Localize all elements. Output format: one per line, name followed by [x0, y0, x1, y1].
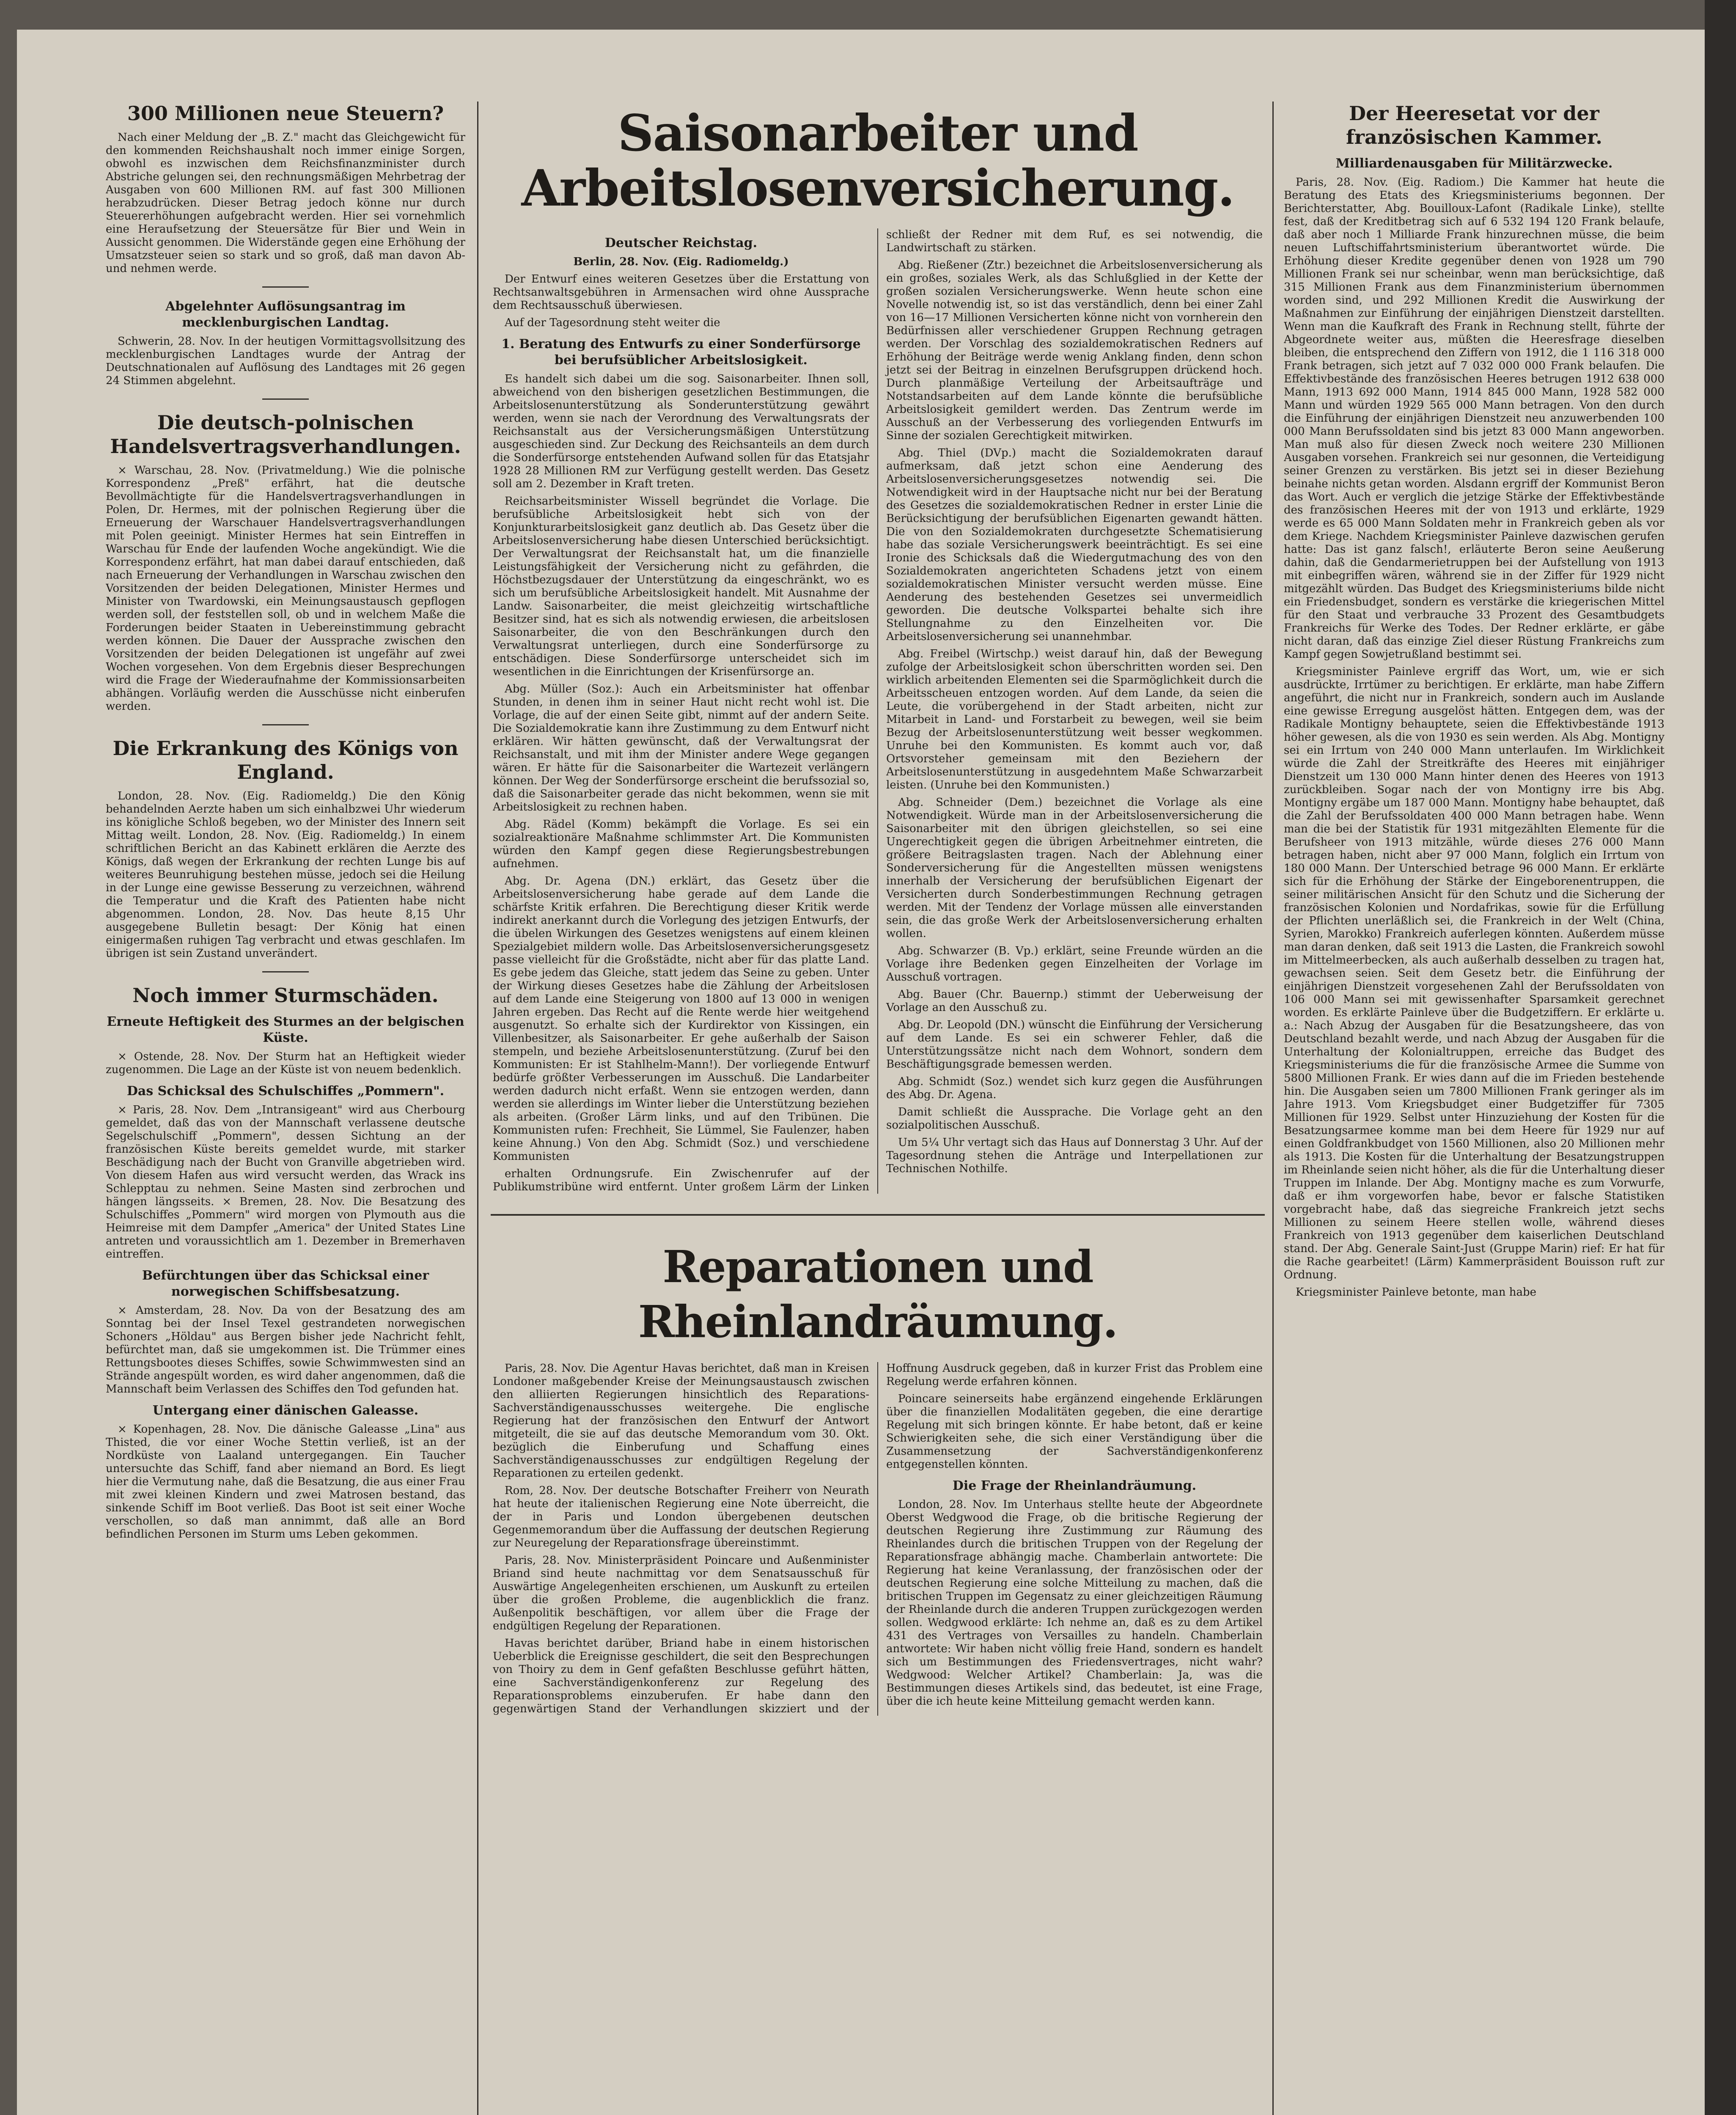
paragraph: Damit schließt die Aussprache. Die Vorlage geht an den sozialpolitischen Ausschuß. — [886, 1106, 1263, 1132]
paragraph: Abg. Dr. Leopold (DN.) wünscht die Einführung der Versicherung auf dem Lande. Es sei ein schwerer Fehler, daß die Unterstützungssätze nicht nach dem Wohnort, sondern dem Beschäftigungsgrade bemessen werden. — [886, 1019, 1263, 1071]
paragraph: Kriegsminister Painleve ergriff das Wort, um, wie er sich ausdrückte, Irrtümer zu berichtigen. Er erklärte, man habe Ziffern angeführt, die nicht nur in Frankreich, sondern auch im Auslande eine gewisse Erregung ausgelöst hätten. Entgegen dem, was der Radikale Montigny behauptete, seien die Effektivbestände 1913 höher gewesen, als die von 1930 es sein werden. Als Abg. Montigny sei ein Irrtum von 240 000 Mann unterlaufen. Im Wirklichkeit würde die Zahl der Streitkräfte des Heeres mit einjähriger Dienstzeit um 130 000 Mann hinter denen des Heeres von 1913 zurückbleiben. Sogar nach der von Montigny irre bis Abg. Montigny ergäbe um 187 000 Mann. Montigny habe behauptet, daß die Zahl der Berufssoldaten 400 000 Mann betragen habe. Wenn man die bei der Statistik für 1931 mitgezählten Elemente für die Berufsheer von 1913 mitzähle, würde dieses 276 000 Mann betragen haben, nicht aber 97 000 Mann, folglich ein Irrtum von 180 000 Mann. Der Unterschied betrage 96 000 Mann. Er erklärte sich für die Erhöhung der Stärke der Eingeborenentruppen, die seiner militärischen Ansicht für den Schutz und die Sicherung der französischen Kolonien und Nordafrikas, sowie für die Erfüllung der Pflichten unerläßlich sei, die Frankreich in der Welt (China, Syrien, Marokko) Frankreich auferlegen könnten. Außerdem müsse man daran denken, daß seit 1913 die Lasten, die Frankreich sowohl im Mittelmeerbecken, als auch außerhalb desselben zu tragen hat, gewachsen seien. Seit dem Gesetz betr. die Einführung der einjährigen Dienstzeit vorgesehenen Zahl der Berufssoldaten von 106 000 Mann sei mit gewissenhafter Sparsamkeit gerechnet worden. Es erklärte Painleve über die Budgetziffern. Er erklärte u. a.: Nach Abzug der Ausgaben für die Besatzungsheere, das von Deutschland bezahlt werde, und nach Abzug der Ausgaben für die Unterhaltung der Kolonialtruppen, erreiche das Budget des Kriegsministeriums die für die französische Armee die Summe von 5800 Millionen Frank. Er wies dann auf die im Frieden bestehende hin. Die Ausgaben seien um 7800 Millionen Frank geringer als im Jahre 1913. Vom Kriegsbudget einer Budgetziffer für 7305 Millionen für 1929. Selbst unter Hinzuziehung der Kosten für die Besatzungsarmee komme man bei dem Heere für 1929 nur auf einen Goldfrankbudget von 1560 Millionen, also 20 Millionen mehr als 1913. Die Kosten für die Unterhaltung der Besatzungstruppen im Rheinlande seien nicht höher, als die für die Unterhaltung dieser Truppen im Inlande. Der Abg. Montigny mache es zum Vorwurfe, daß er ihm vorgeworfen habe, bevor er falsche Statistiken vorgebracht habe, daß das siegreiche Frankreich jetzt sechs Millionen zu seinem Heere stellen wolle, während dieses Frankreich von 1913 gegenüber dem kaiserlichen Deutschland stand. Der Abg. Generale Saint-Just (Gruppe Marin) rief: Er hat für die Rache gearbeitet! (Lärm) Kammerpräsident Bouisson ruft zur Ordnung. — [1284, 665, 1665, 1281]
headline: Die deutsch-polnischen Handelsvertragsverhandlungen. — [110, 411, 461, 458]
article-text: London, 28. Nov. (Eig. Radiomeldg.) Die den König behandelnden Aerzte haben um sich einhalbzwei Uhr wiederum ins königliche Schloß begeben, wo der Minister des Innern seit Mittag weilt. London, 28. Nov. (Eig. Radiomeldg.) In einem schriftlichen Bericht an das Kabinett erklären die Aerzte des Königs, daß wegen der Erkrankung der rechten Lunge bis auf weiteres Beunruhigung bestehen müsse, jedoch sei die Heilung in der Lunge eine gewisse Besserung zu verzeichnen, während die Temperatur und die Kraft des Patienten habe nicht abgenommen. London, 28. Nov. Das heute 8,15 Uhr ausgegebene Bulletin besagt: Der König hat einen einigermaßen ruhigen Tag verbracht und etwas geschlafen. Im übrigen ist sein Zustand unverändert. — [106, 790, 465, 960]
headline: Abgelehnter Auflösungsantrag im mecklenburgischen Landtag. — [165, 299, 406, 330]
paragraph: Abg. Freibel (Wirtschp.) weist darauf hin, daß der Bewegung zufolge der Arbeitslosigkeit schon überschritten worden sei. Den wirklich arbeitenden Elementen sei die Sparmöglichkeit durch die Arbeitsscheuen entzogen worden. Auf dem Lande, da seien die Leute, die vorübergehend in der Stadt arbeiten, nicht zur Mitarbeit in Land- und Forstarbeit zu bewegen, weil sie beim Bezug der Arbeitslosenunterstützung weit besser wegkommen. Unruhe bei den Kommunisten. Es kommt auch vor, daß Ortsvorsteher gemeinsam mit den Beziehern der Arbeitslosenunterstützung in ausgedehntem Maße Schwarzarbeit leisten. (Unruhe bei den Kommunisten.) — [886, 648, 1263, 791]
article-body — [493, 228, 1263, 1194]
article-text: × Paris, 28. Nov. Dem „Intransigeant" wird aus Cherbourg gemeldet, daß das von der Mannschaft verlassene deutsche Segelschulschiff „Pommern", dessen Sichtung an der französischen Küste bereits gemeldet wurde, mit starker Beschädigung nach der Bucht von Granville abgetrieben wird. Von diesem Hafen aus wird versucht werden, das Wrack ins Schlepptau zu nehmen. Seine Masten sind zerbrochen und hängen längsseits. × Bremen, 28. Nov. Die Besatzung des Schulschiffes „Pommern" wird morgen von Plymouth aus die Heimreise mit dem Dampfer „America" der United States Line antreten und voraussichtlich am 1. Dezember in Bremerhaven eintreffen. — [106, 1104, 465, 1261]
paragraph: Es handelt sich dabei um die sog. Saisonarbeiter. Ihnen soll, abweichend von den bisherigen gesetzlichen Bestimmungen, die Arbeitslosenunterstützung als Sonderunterstützung gewährt werden, wenn sie nach der Verordnung des Verwaltungsrats der Reichsanstalt aus der Versicherungsmäßigen Unterstützung ausgeschieden sind. Zur Deckung des Reichsanteils an dem durch die Sonderfürsorge entstehenden Aufwand sollen für das Etatsjahr 1928 28 Millionen RM zur Verfügung gestellt werden. Das Gesetz soll am 2. Dezember in Kraft treten. — [493, 373, 869, 490]
section-label: Deutscher Reichstag. — [604, 236, 758, 250]
subheadline: Erneute Heftigkeit des Sturmes an der belgischen Küste. — [107, 1014, 464, 1045]
paragraph: Abg. Schneider (Dem.) bezeichnet die Vorlage als eine Notwendigkeit. Würde man in der Arbeitslosenversicherung die Saisonarbeiter mit den übrigen gleichstellen, so sei eine Ungerechtigkeit gegen die übrigen Arbeitnehmer eintreten, die größere Beitragslasten tragen. Nach der Ablehnung einer Sonderversicherung für die Angestellten müssen wenigstens innerhalb der Versicherung der berufsüblichen Eigenart der Versicherten durch Sonderbestimmungen Rechnung getragen werden. Mit der Tendenz der Vorlage müssen alle einverstanden sein, die das große Werk der Arbeitslosenversicherung erhalten wollen. — [886, 796, 1263, 940]
scan-edge — [1705, 0, 1736, 2115]
article-text: Schwerin, 28. Nov. In der heutigen Vormittagsvollsitzung des mecklenburgischen Landtages wurde der Antrag der Deutschnationalen auf Auflösung des Landtages mit 26 gegen 24 Stimmen abgelehnt. — [106, 335, 465, 387]
headline: Untergang einer dänischen Galeasse. — [152, 1403, 419, 1418]
headline: Noch immer Sturmschäden. — [132, 984, 439, 1007]
paragraph: Reichsarbeitsminister Wissell begründet die Vorlage. Die berufsübliche Arbeitslosigkeit hebt sich von der Konjunkturarbeitslosigkeit ganz deutlich ab. Das Gesetz über die Arbeitslosenversicherung habe diesen Unterschied berücksichtigt. Der Verwaltungsrat der Reichsanstalt hat, um die finanzielle Leistungsfähigkeit der Versicherung nicht zu gefährden, die Höchstbezugsdauer der Unterstützung da eingeschränkt, wo es sich um berufsübliche Arbeitslosigkeit handelt. Mit Ausnahme der Landw. Saisonarbeiter, die meist gleichzeitig wirtschaftliche Besitzer sind, hat es sich als notwendig erwiesen, die arbeitslosen Saisonarbeiter, die von den Beschränkungen durch den Verwaltungsrat unterliegen, durch eine Sonderfürsorge zu entschädigen. Diese Sonderfürsorge unterscheidet sich im wesentlichen in die Einrichtungen der Krisenfürsorge an. — [493, 495, 869, 678]
headline: Das Schicksal des Schulschiffes „Pommern". — [126, 1084, 445, 1099]
separator — [262, 286, 309, 288]
headline: 300 Millionen neue Steuern? — [127, 102, 444, 125]
subheadline: Milliardenausgaben für Militärzwecke. — [1335, 156, 1613, 171]
paragraph: Abg. Müller (Soz.): Auch ein Arbeitsminister hat offenbar Stunden, in denen ihm in seiner Haut nicht recht wohl ist. Die Vorlage, die auf der einen Seite gibt, nimmt auf der andern Seite. Die Sozialdemokratie kann ihre Zustimmung zu dem Entwurf nicht erklären. Wir hätten gewünscht, daß der Verwaltungsrat der Reichsanstalt, und mit ihm der Minister andere Wege gegangen wären. Er hätte für die Saisonarbeiter die Wartezeit verlängern können. Der Weg der Sonderfürsorge erscheint die berufssozial so, daß die Saisonarbeiter gerade das nicht bekommen, wenn sie mit Arbeitslosigkeit zu rechnen haben. — [493, 683, 869, 813]
paragraph: Kriegsminister Painleve betonte, man habe — [1296, 1286, 1537, 1299]
article-body — [493, 1362, 1263, 1716]
paragraph: Paris, 28. Nov. Die Agentur Havas berichtet, daß man in Kreisen Londoner maßgebender Kreise der Meinungsaustausch zwischen den alliierten Regierungen hinsichtlich des Reparations-Sachverständigenausschusses weitergehe. Die englische Regierung hat der französischen den Entwurf der Antwort mitgeteilt, die sie auf das deutsche Memorandum vom 30. Okt. bezüglich die Einberufung und Schaffung eines Sachverständigenausschusses zur endgültigen Regelung der Reparationen zu erteilen gedenkt. — [493, 1362, 869, 1480]
subheadline: Die Frage der Rheinlandräumung. — [952, 1478, 1197, 1493]
dateline: Berlin, 28. Nov. (Eig. Radiomeldg.) — [573, 255, 789, 268]
separator — [262, 724, 309, 725]
section-rule — [491, 1214, 1265, 1216]
paragraph: Poincare seinerseits habe ergänzend eingehende Erklärungen über die finanziellen Modalitäten gegeben, die eine derartige Regelung mit sich bringen könnte. Er habe betont, daß er keine Schwierigkeiten sehe, die sich einer Verständigung über die Zusammensetzung der Sachverständigenkonferenz entgegenstellen könnten. — [886, 1393, 1263, 1471]
separator — [262, 398, 309, 400]
paragraph: Abg. Bauer (Chr. Bauernp.) stimmt der Ueberweisung der Vorlage an den Ausschuß zu. — [886, 988, 1263, 1014]
paragraph: erhalten Ordnungsrufe. Ein Zwischenrufer auf der Publikumstribüne wird entfernt. Unter großem Lärm der Linken schließt der Redner mit dem Ruf, es sei notwendig, die Landwirtschaft zu stärken. — [493, 228, 1263, 1193]
headline: Die Erkrankung des Königs von England. — [113, 737, 459, 783]
paragraph: Paris, 28. Nov. (Eig. Radiom.) Die Kammer hat heute die Beratung des Etats des Kriegsministeriums begonnen. Der Berichterstatter, Abg. Bouilloux-Lafont (Radikale Linke), stellte fest, daß der Kreditbetrag sich auf 6 532 194 120 Frank belaufe, daß aber noch 1 Milliarde Frank hinzurechnen müsse, die beim neuen Luftschiffahrtsministerium überantwortet würde. Die Erhöhung dieser Kredite gegenüber denen von 1928 um 790 Millionen Frank sei nur scheinbar, wenn man berücksichtige, daß 315 Millionen Frank aus dem Finanzministerium übernommen worden sind, und 292 Millionen Kredit die Auswirkung der Maßnahmen zur Einführung der einjährigen Dienstzeit darstellten. Wenn man die Kaufkraft des Frank in Rechnung stellt, führte der Abgeordnete weiter aus, müßten die Heeresfrage dieselben bleiben, die entsprechend den Ziffern von 1912, die 1 116 318 000 Frank betragen, sich jetzt auf 7 032 000 000 Frank belaufen. Die Effektivbestände des französischen Heeres betrugen 1912 638 000 Mann, 1913 692 000 Mann, 1914 845 000 Mann, 1928 582 000 Mann und würden 1929 565 000 Mann betragen. Von den durch die Einführung der einjährigen Dienstzeit neu anzuwerbenden 100 000 Mann Berufssoldaten sind bis jetzt 83 000 Mann angeworben. Man muß also für diesen Zweck noch weitere 230 Millionen Ausgaben vorsehen. Frankreich sei nur gesonnen, die Verteidigung seiner Grenzen zu verstärken. Bis jetzt sei in dieser Beziehung beinahe nichts getan worden. Alsdann ergriff der Kommunist Beron das Wort. Auch er verglich die jetzige Stärke der Effektivbestände des französischen Heeres mit der von 1913 und erklärte, 1929 werde es 65 000 Mann Soldaten mehr in Frankreich geben als vor dem Kriege. Nachdem Kriegsminister Painleve dazwischen gerufen hatte: Das ist ganz falsch!, erläuterte Beron seine Aeußerung dahin, daß die Gendarmerietruppen bei der Aufstellung von 1913 mit einbegriffen wären, während sie in der Ziffer für 1929 nicht mitgezählt würden. Das Budget des Kriegsministeriums bilde nicht ein Friedensbudget, sondern es verstärke die kriegerischen Mittel für den Staat und verbrauche 33 Prozent des Gesamtbudgets Frankreichs für Werke des Todes. Der Redner erklärte, er gäbe nicht daran, daß das einzige Ziel dieser Rüstung Frankreichs zum Kampf gegen Sowjetrußland bestimmt sei. — [1284, 176, 1665, 661]
paragraph: Abg. Rießener (Ztr.) bezeichnet die Arbeitslosenversicherung als ein großes, soziales Werk, als das Schlußglied in der Kette der großen sozialen Versicherungswerke. Wenn heute schon eine Novelle notwendig ist, so ist das verständlich, denn bei einer Zahl von 16—17 Millionen Versicherten könne nicht von vornherein den Bedürfnissen aller verschiedener Gruppen Rechnung getragen werden. Der Vorschlag des sozialdemokratischen Redners auf Erhöhung der Beiträge werde wenig Anklang finden, denn schon jetzt sei der Beitrag in einzelnen Berufsgruppen drückend hoch. Durch planmäßige Verteilung der Arbeitsaufträge und Notstandsarbeiten auf dem Lande könnte die berufsübliche Arbeitslosigkeit gemildert werden. Das Zentrum werde im Ausschuß an der Verbesserung des vorliegenden Entwurfs im Sinne der sozialen Gerechtigkeit mitwirken. — [886, 259, 1263, 442]
paragraph: Auf der Tagesordnung steht weiter die — [505, 316, 720, 329]
article-text: × Warschau, 28. Nov. (Privatmeldung.) Wie die polnische Korrespondenz „Preß" erfährt, hat die deutsche Bevollmächtigte für die Handelsvertragsverhandlungen in Polen, Dr. Hermes, mit der polnischen Regierung über die Erneuerung der Warschauer Handelsvertragsverhandlungen mit Polen geeinigt. Minister Hermes hat sein Eintreffen in Warschau für Ende der laufenden Woche angekündigt. Wie die Korrespondenz erfährt, hat man dabei darauf entschieden, daß nach Erneuerung der Verhandlungen in Warschau zwischen den Vorsitzenden der beiden Delegationen, Minister Hermes und Minister von Twardowski, ein Meinungsaustausch gepflogen werden soll, der feststellen soll, ob und in welchem Maße die Forderungen beider Staaten in Uebereinstimmung gebracht werden können. Die Dauer der Aussprache zwischen den Vorsitzenden der beiden Delegationen ist ungefähr auf zwei Wochen vorgesehen. Von dem Ergebnis dieser Besprechungen wird die Frage der Wiederaufnahme der Kommissionsarbeiten abhängen. Vorläufig werden die Ausschüsse nicht einberufen werden. — [106, 464, 465, 713]
paragraph: Paris, 28. Nov. Ministerpräsident Poincare und Außenminister Briand sind heute nachmittag vor dem Senatsausschuß für Auswärtige Angelegenheiten erschienen, um Auskunft zu erteilen über die großen Probleme, die augenblicklich die franz. Außenpolitik beschäftigen, vor allem über die Frage der endgültigen Regelung der Reparationen. — [493, 1554, 869, 1632]
subheadline: 1. Beratung des Entwurfs zu einer Sonderfürsorge bei berufsüblicher Arbeitslosigkeit. — [501, 337, 861, 368]
paragraph: Der Entwurf eines weiteren Gesetzes über die Erstattung von Rechtsanwaltsgebühren in Armensachen wird ohne Aussprache dem Rechtsausschuß überwiesen. — [493, 273, 869, 312]
column-right — [1284, 102, 1665, 2115]
column-left — [106, 102, 465, 2115]
article-text: × Kopenhagen, 28. Nov. Die dänische Galeasse „Lina" aus Thisted, die vor einer Woche Stettin verließ, ist an der Nordküste von Laaland untergegangen. Ein Taucher untersuchte das Schiff, fand aber niemand an Bord. Es liegt hier die Vermutung nahe, daß die Besatzung, die aus einer Frau mit zwei kleinen Kindern und zwei Matrosen bestand, das sinkende Schiff im Boot verließ. Das Boot ist seit einer Woche verschollen, so daß man annimmt, daß alle an Bord befindlichen Personen im Sturm ums Leben gekommen. — [106, 1423, 465, 1541]
paragraph: Abg. Dr. Agena (DN.) erklärt, das Gesetz über die Arbeitslosenversicherung habe gerade auf dem Lande die schärfste Kritik erfahren. Die Berechtigung dieser Kritik werde indirekt anerkannt durch die Vorlegung des jetzigen Entwurfs, der die übelen Wirkungen des Gesetzes wenigstens auf einem kleinen Spezialgebiet mildern wolle. Das Arbeitslosenversicherungsgesetz passe vielleicht für die Großstädte, nicht aber für das platte Land. Es gebe jedem das Gleiche, statt jedem das Seine zu geben. Unter der Wirkung dieses Gesetzes habe die Zählung der Arbeitslosen auf dem Lande eine Steigerung von 1800 auf 13 000 in wenigen Jahren ergeben. Das Recht auf die Rente werde hier weitgehend ausgenutzt. So erhalte sich der Kurdirektor von Kissingen, ein Villenbesitzer, als Saisonarbeiter. Er gehe außerhalb der Saison stempeln, und beziehe Arbeitslosenunterstützung. (Zuruf bei den Kommunisten: Er ist Stahlhelm-Mann!). Der vorliegende Entwurf bedürfe größter Verbesserungen im Ausschuß. Die Landarbeiter werden dadurch nicht erfaßt. Wenn sie entzogen werden, dann werden sie allerdings im Winter lieber die Unterstützung beziehen als arbeiten. (Großer Lärm links, und auf den Tribünen. Die Kommunisten rufen: Frechheit, Sie Lümmel, Sie Faulenzer, haben keine Ahnung.) Von den Abg. Schmidt (Soz.) und verschiedene Kommunisten — [493, 875, 869, 1163]
paragraph: Rom, 28. Nov. Der deutsche Botschafter Freiherr von Neurath hat heute der italienischen Regierung eine Note überreicht, die der in Paris und London übergebenen deutschen Gegenmemorandum über die Auffassung der deutschen Regierung zur Neuregelung der Reparationsfrage übereinstimmt. — [493, 1484, 869, 1549]
headline: Befürchtungen über das Schicksal einer norwegischen Schiffsbesatzung. — [142, 1268, 429, 1299]
paragraph: Abg. Thiel (DVp.) macht die Sozialdemokraten darauf aufmerksam, daß jetzt schon eine Aenderung des Arbeitslosenversicherungsgesetzes notwendig sei. Die Notwendigkeit wird in der Hauptsache nicht nur bei der Beratung des Gesetzes die sozialdemokratischen Redner in erster Linie die Berücksichtigung der berufsüblichen Eigenarten gewandt hätten. Die von den Sozialdemokraten durchgesetzte Schematisierung habe das soziale Versicherungswerk beeinträchtigt. Es sei eine Ironie des Schicksals daß die Wiedergutmachung des von den Sozialdemokraten angerichteten Schadens jetzt von einem sozialdemokratischen Minister versucht werden müsse. Eine Aenderung des bestehenden Gesetzes sei unvermeidlich geworden. Die deutsche Volkspartei behalte sich ihre Stellungnahme zu den Einzelheiten vor. Die Arbeitslosenversicherung sei unannehmbar. — [886, 447, 1263, 643]
separator — [262, 971, 309, 972]
column-rule — [1272, 102, 1274, 2115]
article-reparationen — [493, 1235, 1263, 2115]
article-text: Nach einer Meldung der „B. Z." macht das Gleichgewicht für den kommenden Reichshaushalt noch immer einige Sorgen, obwohl es inzwischen dem Reichsfinanzminister durch Abstriche gelungen sei, den rechnungsmäßigen Mehrbetrag der Ausgaben von 600 Millionen RM. auf fast 300 Millionen herabzudrücken. Dieser Betrag jedoch könne nur durch Steuererhöhungen aufgebracht werden. Hier sei vornehmlich eine Heraufsetzung der Steuersätze für Bier und Wein in Aussicht genommen. Die Widerstände gegen eine Erhöhung der Umsatzsteuer seien so stark und so groß, daß man davon Ab- und nehmen werde. — [106, 131, 465, 275]
article-text: × Ostende, 28. Nov. Der Sturm hat an Heftigkeit wieder zugenommen. Die Lage an der Küste ist von neuem bedenklich. — [106, 1050, 465, 1076]
main-headline: Reparationen und Rheinlandräumung. — [638, 1241, 1118, 1348]
paragraph: Havas berichtet darüber, Briand habe in einem historischen Ueberblick die Ereignisse geschildert, die seit den Besprechungen von Thoiry zu dem in Genf gefaßten Beschlusse geführt hätten, eine Sachverständigenkonferenz zur Regelung des Reparationsproblems einzuberufen. Er habe dann den gegenwärtigen Stand der Verhandlungen skizziert und der Hoffnung Ausdruck gegeben, daß in kurzer Frist das Problem eine Regelung werde erfahren können. — [493, 1362, 1263, 1715]
paragraph: Abg. Rädel (Komm) bekämpft die Vorlage. Es sei ein sozialreaktionäre Maßnahme schlimmster Art. Die Kommunisten würden den Kampf gegen diese Regierungsbestrebungen aufnehmen. — [493, 818, 869, 870]
paragraph: London, 28. Nov. Im Unterhaus stellte heute der Abgeordnete Oberst Wedgwood die Frage, ob die britische Regierung der deutschen Regierung ihre Zustimmung zur Räumung des Rheinlandes durch die britischen Truppen von der Regelung der Reparationsfrage abhängig mache. Chamberlain antwortete: Die Regierung hat keine Veranlassung, der französischen oder der deutschen Regierung eine solche Mitteilung zu machen, daß die britischen Truppen im Gegensatz zu einer gleichzeitigen Räumung der Rheinlande durch die anderen Truppen zurückgezogen werden sollen. Wedgwood erklärte: Ich nehme an, daß es zu dem Artikel 431 des Vertrages von Versailles zu handeln. Chamberlain antwortete: Wir haben nicht völlig freie Hand, sondern es handelt sich um Bestimmungen des Friedensvertrages, nicht wahr? Wedgwood: Welcher Artikel? Chamberlain: Ja, was die Bestimmungen dieses Artikels sind, das bedeutet, ist eine Frage, über die ich heute keine Mitteilung gemacht werden kann. — [886, 1498, 1263, 1708]
main-headline: Saisonarbeiter und Arbeitslosenversicherung. — [521, 104, 1234, 217]
article-text: × Amsterdam, 28. Nov. Da von der Besatzung des am Sonntag bei der Insel Texel gestrandeten norwegischen Schoners „Höldau" aus Bergen bisher jede Nachricht fehlt, befürchtet man, daß sie umgekommen ist. Die Trümmer eines Rettungsbootes dieses Schiffes, sowie Schwimmwesten sind an Strände angespült worden, es wird daher angenommen, daß die Mannschaft beim Verlassen des Schiffes den Tod gefunden hat. — [106, 1304, 465, 1395]
paragraph: Um 5¼ Uhr vertagt sich das Haus auf Donnerstag 3 Uhr. Auf der Tagesordnung stehen die Anträge und Interpellationen zur Technischen Nothilfe. — [886, 1136, 1263, 1175]
paragraph: Abg. Schwarzer (B. Vp.) erklärt, seine Freunde würden an die Vorlage ihre Bedenken gegen Einzelheiten der Vorlage im Ausschuß vortragen. — [886, 945, 1263, 983]
headline: Der Heeresetat vor der französischen Kammer. — [1346, 102, 1602, 148]
paragraph: Abg. Schmidt (Soz.) wendet sich kurz gegen die Ausführungen des Abg. Dr. Agena. — [886, 1075, 1263, 1101]
article-reichstag — [493, 102, 1263, 1206]
column-rule — [477, 102, 478, 2115]
